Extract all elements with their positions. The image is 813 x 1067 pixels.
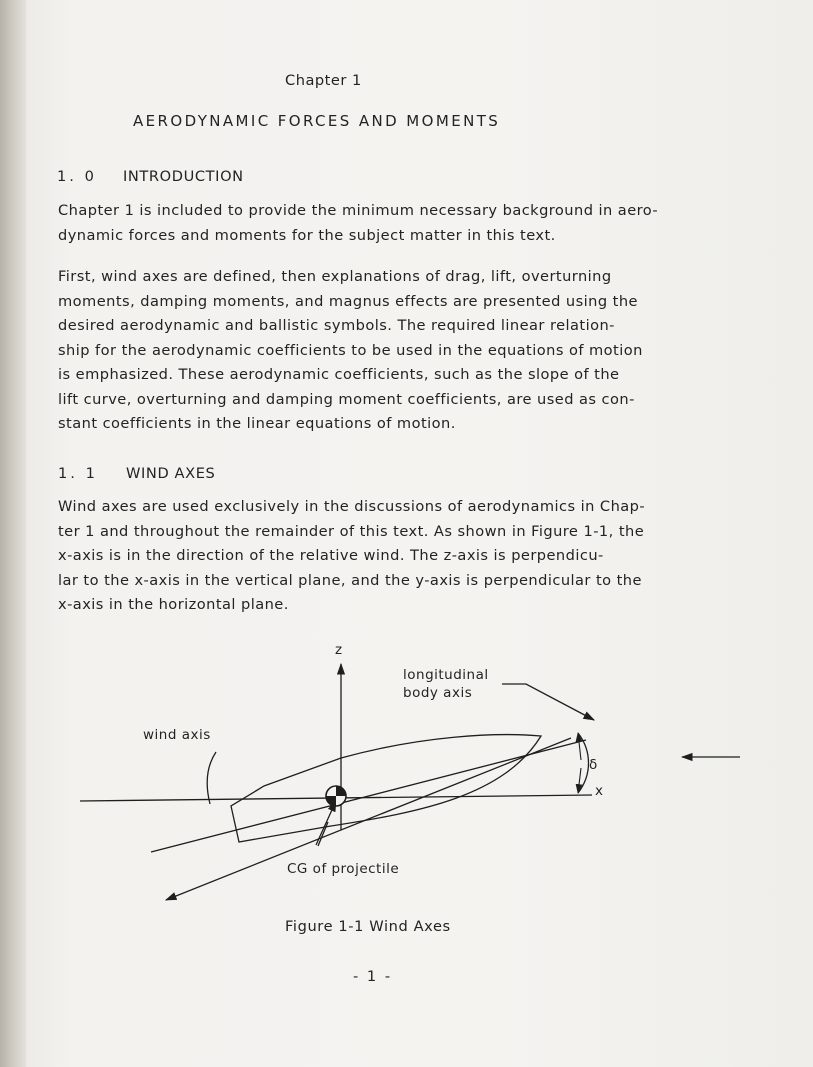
x-axis-label: x (595, 783, 603, 799)
delta-label: δ (589, 757, 598, 773)
chapter-heading: Chapter 1 (285, 72, 362, 89)
cg-leader-a (318, 822, 328, 846)
projectile-body (231, 735, 541, 842)
section-title: INTRODUCTION (123, 168, 244, 185)
text-line: lift curve, overturning and damping moment coefficients, are used as con- (58, 390, 635, 408)
chapter-title: AERODYNAMIC FORCES AND MOMENTS (133, 112, 501, 130)
text-line: is emphasized. These aerodynamic coefficients, such as the slope of the (58, 366, 620, 383)
text-line: stant coefficients in the linear equations of motion. (58, 415, 456, 432)
wind-axis-label: wind axis (143, 727, 211, 743)
text-line: ter 1 and throughout the remainder of this text. As shown in Figure 1-1, the (58, 522, 645, 540)
figure-caption: Figure 1-1 Wind Axes (285, 918, 451, 935)
text-line: x-axis in the horizontal plane. (58, 596, 289, 613)
section-number: 1. 0 (57, 168, 97, 185)
text-line: lar to the x-axis in the vertical plane, and the y-axis is perpendicular to the (58, 571, 642, 589)
document-page (26, 0, 813, 1067)
text-line: moments, damping moments, and magnus effects are presented using the (58, 292, 638, 310)
page-number: - 1 - (353, 968, 393, 985)
cg-label: CG of projectile (287, 861, 400, 877)
section-number: 1. 1 (58, 465, 98, 482)
longitudinal-label-line2: body axis (403, 685, 473, 701)
z-axis-label: z (335, 642, 343, 658)
longitudinal-label-line1: longitudinal (403, 667, 489, 683)
wind-axis-leader (207, 752, 216, 804)
text-line: dynamic forces and moments for the subject matter in this text. (58, 227, 556, 244)
text-line: First, wind axes are defined, then explanations of drag, lift, overturning (58, 268, 612, 285)
body-axis-leader (502, 684, 594, 720)
book-spine-shadow (0, 0, 26, 1067)
text-line: Chapter 1 is included to provide the minimum necessary background in aero- (58, 202, 659, 219)
text-line: Wind axes are used exclusively in the discussions of aerodynamics in Chap- (58, 498, 646, 515)
text-line: ship for the aerodynamic coefficients to be used in the equations of motion (58, 341, 643, 359)
cg-symbol (326, 786, 346, 806)
text-line: x-axis is in the direction of the relative wind. The z-axis is perpendicu- (58, 547, 604, 564)
wind-axes-figure (26, 0, 813, 1067)
text-line: desired aerodynamic and ballistic symbols. The required linear relation- (58, 317, 615, 334)
section-title: WIND AXES (126, 465, 216, 482)
